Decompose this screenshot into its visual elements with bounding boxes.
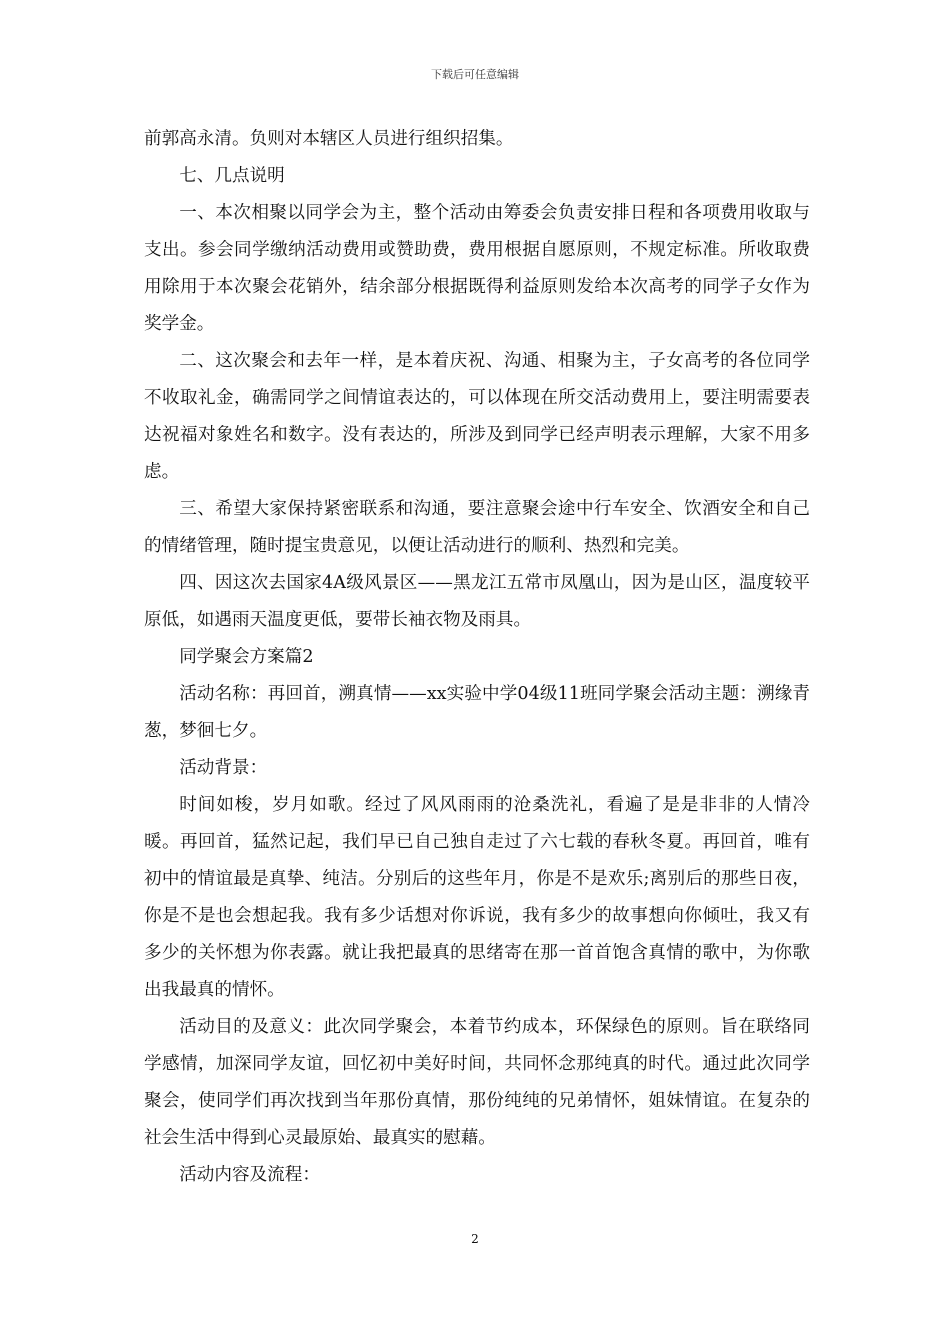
section-heading: 活动内容及流程： (179, 1165, 320, 1185)
paragraph: 时间如梭，岁月如歌。经过了风风雨雨的沧桑洗礼，看遍了是是非非的人情冷暖。再回首，猛然记起，我们早已自己独自走过了六七载的春秋冬夏。再回首，唯有初中的情谊最是真挚、纯洁。分别后的这些年月，你是不是欢乐;离别后的那些日夜，你是不是也会想起我。我有多少话想对你诉说，我有多少的故事想向你倾吐，我又有多少的关怀想为你表露。就让我把最真的思绪寄在那一首首饱含真情的歌中，为你歌出我最真的情怀。 (144, 795, 810, 1000)
section-heading: 七、几点说明 (179, 166, 285, 186)
paragraph: 二、这次聚会和去年一样，是本着庆祝、沟通、相聚为主，子女高考的各位同学不收取礼金，确需同学之间情谊表达的，可以体现在所交活动费用上，要注明需要表达祝福对象姓名和数字。没有表达的，所涉及到同学已经声明表示理解，大家不用多虑。 (144, 351, 810, 482)
paragraph: 活动名称：再回首，溯真情——xx实验中学04级11班同学聚会活动主题：溯缘青葱，梦徊七夕。 (144, 684, 810, 741)
paragraph: 三、希望大家保持紧密联系和沟通，要注意聚会途中行车安全、饮酒安全和自己的情绪管理，随时提宝贵意见，以便让活动进行的顺利、热烈和完美。 (144, 499, 810, 556)
page-header: 下载后可任意编辑 (431, 68, 519, 81)
section-heading: 活动背景： (179, 758, 268, 778)
paragraph: 四、因这次去国家4A级风景区——黑龙江五常市凤凰山，因为是山区，温度较平原低，如遇雨天温度更低，要带长袖衣物及雨具。 (144, 573, 810, 630)
document-body (144, 121, 810, 1194)
paragraph: 活动目的及意义：此次同学聚会，本着节约成本，环保绿色的原则。旨在联络同学感情，加深同学友谊，回忆初中美好时间，共同怀念那纯真的时代。通过此次同学聚会，使同学们再次找到当年那份真情，那份纯纯的兄弟情怀，姐妹情谊。在复杂的社会生活中得到心灵最原始、最真实的慰藉。 (144, 1017, 810, 1148)
section-heading: 同学聚会方案篇2 (179, 647, 314, 667)
page-number: 2 (471, 1232, 479, 1246)
paragraph: 前郭高永清。负则对本辖区人员进行组织招集。 (144, 129, 514, 149)
paragraph: 一、本次相聚以同学会为主，整个活动由筹委会负责安排日程和各项费用收取与支出。参会同学缴纳活动费用或赞助费，费用根据自愿原则，不规定标准。所收取费用除用于本次聚会花销外，结余部分根据既得利益原则发给本次高考的同学子女作为奖学金。 (144, 203, 810, 334)
